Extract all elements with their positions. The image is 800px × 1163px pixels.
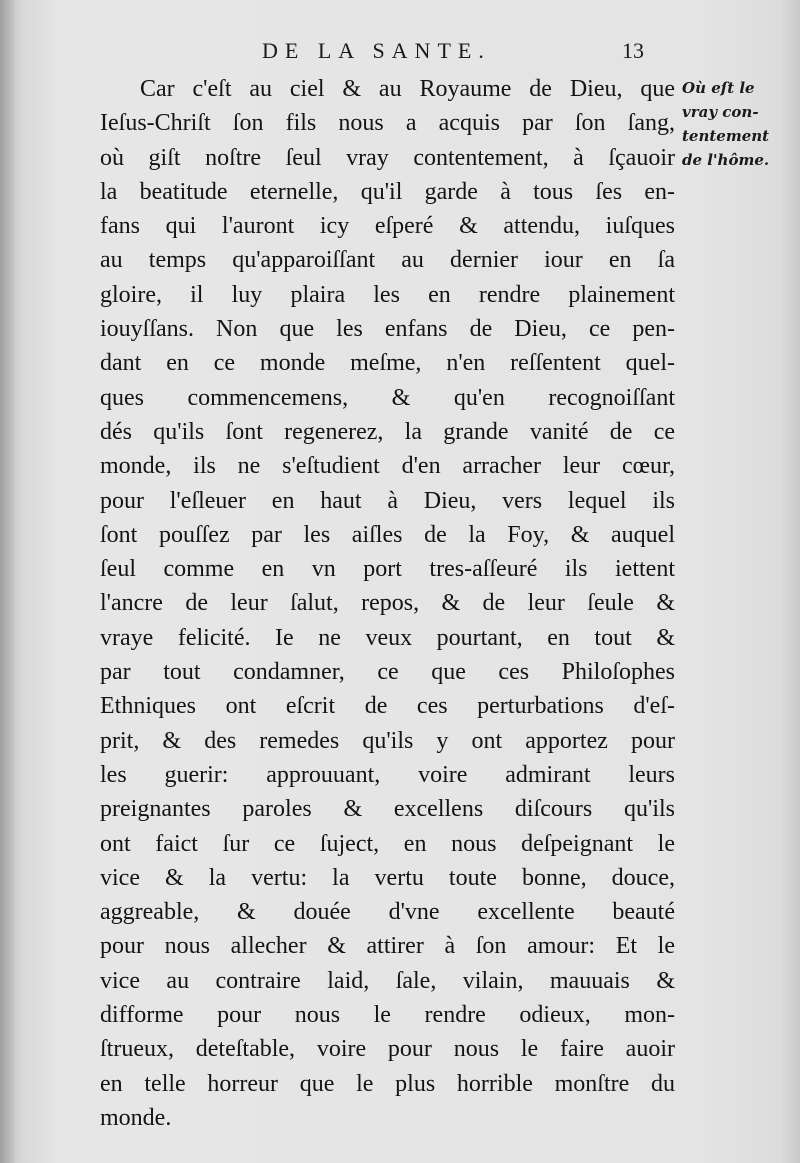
marginal-note — [682, 76, 794, 172]
text-line: où giſt noſtre ſeul vray contentement, à ſçauoir — [100, 144, 675, 171]
text-line: monde. — [100, 1104, 172, 1131]
text-line: monde, ils ne s'eſtudient d'en arracher leur cœur, — [100, 453, 675, 480]
text-line: vice & la vertu: la vertu toute bonne, douce, — [100, 864, 675, 891]
marginal-note-line: vray con- — [682, 103, 759, 121]
text-line: fans qui l'auront icy eſperé & attendu, iuſques — [100, 213, 675, 240]
text-line: pour l'eſleuer en haut à Dieu, vers lequel ils — [100, 487, 675, 514]
text-line: dés qu'ils ſont regenerez, la grande vanité de ce — [100, 418, 675, 445]
text-line: aggreable, & douée d'vne excellente beauté — [100, 899, 675, 926]
text-line: ques commencemens, & qu'en recognoiſſant — [100, 384, 675, 411]
text-line: pour nous allecher & attirer à ſon amour: Et le — [100, 933, 675, 960]
text-line: Car c'eſt au ciel & au Royaume de Dieu, que — [140, 76, 675, 102]
text-line: Ethniques ont eſcrit de ces perturbations d'eſ- — [100, 693, 675, 720]
text-line: au temps qu'apparoiſſant au dernier iour en ſa — [100, 247, 675, 274]
marginal-note-line: Où eſt le — [682, 79, 755, 97]
body-text — [100, 72, 675, 1135]
text-line: l'ancre de leur ſalut, repos, & de leur ſeule & — [100, 590, 675, 617]
marginal-note-line: tentement — [682, 127, 770, 145]
text-line: la beatitude eternelle, qu'il garde à tous ſes en- — [100, 178, 675, 205]
page-number: 13 — [622, 38, 644, 63]
text-line: prit, & des remedes qu'ils y ont apportez pour — [100, 727, 675, 754]
marginal-note-line: de l'hôme. — [682, 151, 770, 169]
text-line: ſtrueux, deteſtable, voire pour nous le faire auoir — [100, 1036, 675, 1063]
text-line: difforme pour nous le rendre odieux, mon- — [100, 1002, 675, 1029]
page-gutter-shadow — [0, 0, 14, 1163]
text-line: par tout condamner, ce que ces Philoſophes — [100, 659, 675, 686]
text-line: iouyſſans. Non que les enfans de Dieu, ce pen- — [100, 316, 675, 343]
text-line: ont faict ſur ce ſuject, en nous deſpeignant le — [100, 830, 675, 857]
text-line: preignantes paroles & excellens diſcours qu'ils — [100, 796, 675, 823]
text-line: dant en ce monde meſme, n'en reſſentent quel- — [100, 350, 675, 377]
text-line: gloire, il luy plaira les en rendre plainement — [100, 281, 675, 308]
text-line: vice au contraire laid, ſale, vilain, mauuais & — [100, 967, 675, 994]
text-line: vraye felicité. Ie ne veux pourtant, en tout & — [100, 624, 675, 651]
text-line: Ieſus-Chriſt ſon fils nous a acquis par ſon ſang, — [100, 110, 675, 137]
text-line: en telle horreur que le plus horrible monſtre du — [100, 1070, 675, 1097]
text-line: les guerir: approuuant, voire admirant leurs — [100, 761, 675, 788]
running-head: DE LA SANTE. — [262, 38, 491, 63]
text-line: ſont pouſſez par les aiſles de la Foy, & auquel — [100, 521, 675, 548]
text-line: ſeul comme en vn port tres-aſſeuré ils iettent — [100, 556, 675, 583]
